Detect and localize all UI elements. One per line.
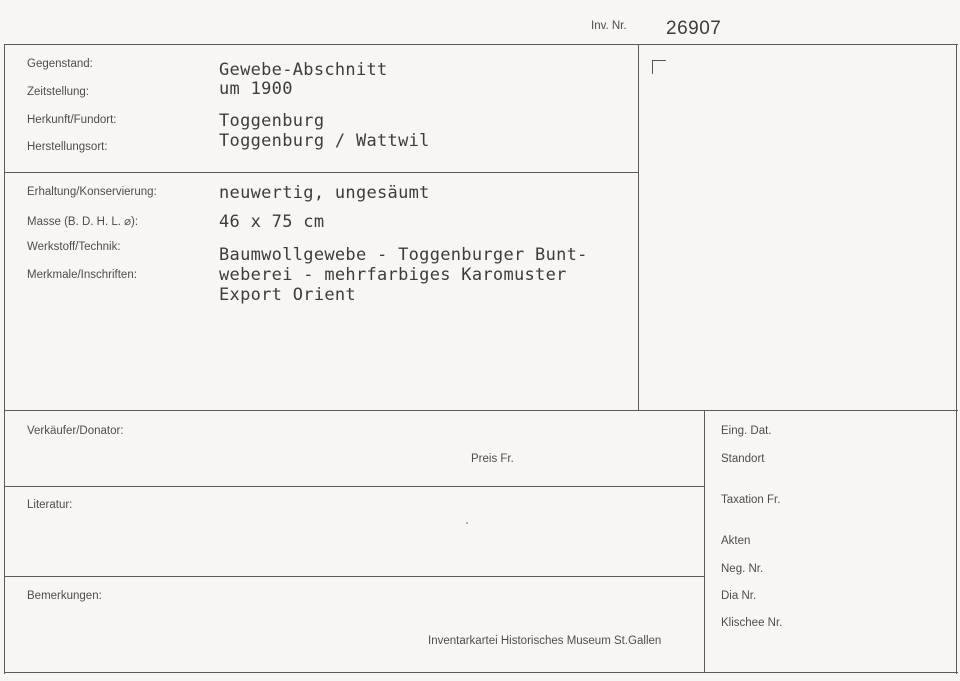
label-neg-nr: Neg. Nr. [721, 563, 764, 575]
right-border [956, 44, 957, 674]
inv-number-value: 26907 [666, 18, 722, 39]
value-gegenstand: Gewebe-Abschnitt [219, 60, 388, 80]
label-verkaeufer: Verkäufer/Donator: [27, 425, 124, 437]
section-divider-4 [4, 576, 704, 577]
label-preis: Preis Fr. [471, 453, 514, 465]
label-merkmale: Merkmale/Inschriften: [27, 269, 137, 281]
label-erhaltung: Erhaltung/Konservierung: [27, 186, 157, 198]
label-akten: Akten [721, 535, 751, 547]
footer-institution: Inventarkartei Historisches Museum St.Gallen [428, 635, 662, 647]
value-zeitstellung: um 1900 [219, 79, 293, 99]
label-werkstoff: Werkstoff/Technik: [27, 241, 121, 253]
photo-corner-mark [652, 60, 666, 74]
label-bemerkungen: Bemerkungen: [27, 590, 102, 602]
value-description-line-3: Export Orient [219, 285, 356, 305]
label-masse: Masse (B. D. H. L. ⌀): [27, 216, 139, 228]
label-herstellungsort: Herstellungsort: [27, 141, 108, 153]
value-description-line-2: weberei - mehrfarbiges Karomuster [219, 265, 567, 285]
value-masse: 46 x 75 cm [219, 212, 325, 232]
label-taxation: Taxation Fr. [721, 494, 781, 506]
label-standort: Standort [721, 453, 765, 465]
section-divider-3 [4, 486, 704, 487]
label-klischee-nr: Klischee Nr. [721, 617, 783, 629]
inv-number-label: Inv. Nr. [591, 20, 627, 32]
top-rule [4, 44, 958, 45]
label-zeitstellung: Zeitstellung: [27, 86, 90, 98]
image-box-divider [638, 44, 639, 410]
label-eing-dat: Eing. Dat. [721, 425, 772, 437]
section-divider-2 [4, 410, 958, 411]
label-dia-nr: Dia Nr. [721, 590, 757, 602]
label-gegenstand: Gegenstand: [27, 58, 93, 70]
section-divider-1 [4, 172, 638, 173]
label-herkunft: Herkunft/Fundort: [27, 114, 117, 126]
value-herstellungsort: Toggenburg / Wattwil [219, 131, 430, 151]
left-border [4, 44, 5, 674]
speck-mark [466, 522, 468, 524]
right-column-divider [704, 410, 705, 672]
value-description-line-1: Baumwollgewebe - Toggenburger Bunt- [219, 245, 588, 265]
value-erhaltung: neuwertig, ungesäumt [219, 183, 430, 203]
value-herkunft: Toggenburg [219, 111, 325, 131]
label-literatur: Literatur: [27, 499, 73, 511]
bottom-rule [4, 672, 958, 673]
